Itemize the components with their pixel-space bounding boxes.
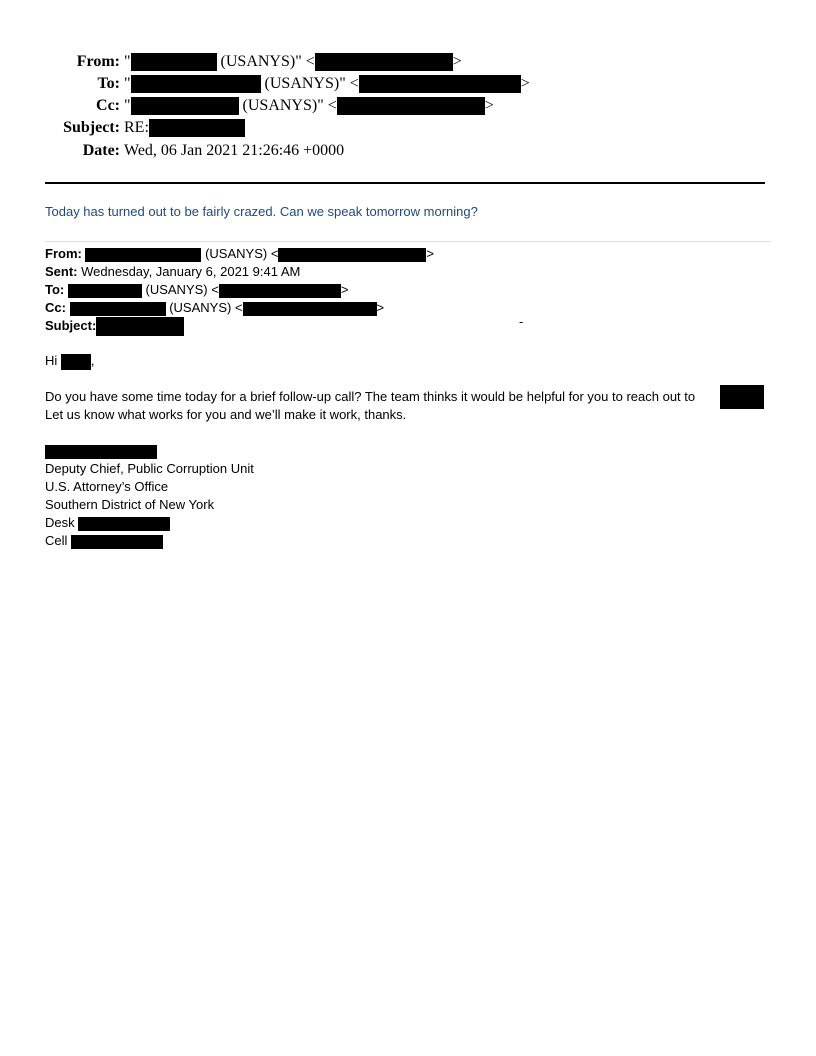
redaction-box	[71, 535, 163, 549]
redaction-box	[61, 354, 91, 370]
body-line-1	[45, 388, 695, 406]
signature-district: Southern District of New York	[45, 497, 215, 512]
header-to-label: To:	[97, 75, 120, 92]
quoted-cc-org: (USANYS) <	[169, 300, 243, 315]
angle-close: >	[426, 246, 435, 261]
quote-mark: "	[124, 97, 131, 114]
signature-title: Deputy Chief, Public Corruption Unit	[45, 461, 254, 476]
angle-open: <	[327, 97, 337, 114]
redaction-box	[96, 317, 184, 336]
signature-desk-row	[45, 514, 170, 532]
header-from-label: From:	[76, 53, 120, 70]
quoted-cc-row	[45, 299, 384, 317]
quoted-sent-row	[45, 263, 300, 281]
signature-cell-label: Cell	[45, 533, 68, 548]
stray-dash: -	[519, 314, 524, 329]
quoted-from-row	[45, 245, 434, 263]
signature-office: U.S. Attorney’s Office	[45, 479, 169, 494]
redaction-box	[278, 248, 426, 262]
redaction-box	[337, 97, 485, 115]
signature-desk-label: Desk	[45, 515, 75, 530]
quote-mark: "	[124, 75, 131, 92]
redaction-box	[131, 97, 239, 115]
greeting-row	[45, 352, 95, 370]
redaction-box	[131, 53, 217, 71]
redaction-box	[720, 385, 764, 409]
angle-open: <	[305, 53, 315, 70]
header-cc-org: (USANYS)"	[242, 97, 324, 114]
angle-close: >	[452, 53, 462, 70]
redaction-box	[131, 75, 261, 93]
body-text-2: Let us know what works for you and we’ll make it work, thanks.	[45, 407, 407, 422]
quote-mark: "	[124, 53, 131, 70]
body-line-2	[45, 406, 406, 424]
redaction-box	[315, 53, 453, 71]
signature-cell-row	[45, 532, 163, 550]
angle-open: <	[349, 75, 359, 92]
redaction-box	[45, 445, 157, 459]
quoted-subject-label: Subject:	[45, 318, 97, 333]
quoted-to-label: To:	[45, 282, 65, 297]
header-date-label: Date:	[82, 142, 120, 159]
quoted-sent-label: Sent:	[45, 264, 78, 279]
redaction-box	[359, 75, 521, 93]
redaction-box	[85, 248, 201, 262]
quoted-from-org: (USANYS) <	[205, 246, 279, 261]
quoted-subject-row	[45, 317, 184, 335]
angle-close: >	[520, 75, 530, 92]
angle-close: >	[484, 97, 494, 114]
redaction-box	[68, 284, 142, 298]
header-divider	[45, 182, 765, 184]
quoted-cc-label: Cc:	[45, 300, 66, 315]
quoted-divider	[45, 241, 771, 242]
quoted-to-row	[45, 281, 348, 299]
greeting-comma: ,	[90, 353, 95, 368]
quoted-to-org: (USANYS) <	[145, 282, 219, 297]
redaction-box	[243, 302, 377, 316]
redaction-box	[149, 119, 245, 137]
header-cc-label: Cc:	[96, 97, 120, 114]
quoted-sent-value: Wednesday, January 6, 2021 9:41 AM	[81, 264, 301, 279]
redaction-box	[70, 302, 166, 316]
header-subject-label: Subject:	[63, 119, 120, 136]
header-date-value: Wed, 06 Jan 2021 21:26:46 +0000	[124, 142, 345, 159]
quoted-from-label: From:	[45, 246, 82, 261]
angle-close: >	[340, 282, 349, 297]
header-from-org: (USANYS)"	[220, 53, 302, 70]
angle-close: >	[376, 300, 385, 315]
redaction-box	[78, 517, 170, 531]
body-text-1: Do you have some time today for a brief follow-up call? The team thinks it would be helpful for you to reach out to	[45, 389, 696, 404]
header-subject-prefix: RE:	[124, 119, 149, 136]
header-to-org: (USANYS)"	[264, 75, 346, 92]
redaction-box	[219, 284, 341, 298]
greeting-text: Hi	[45, 353, 58, 368]
reply-message: Today has turned out to be fairly crazed. Can we speak tomorrow morning?	[45, 204, 478, 219]
